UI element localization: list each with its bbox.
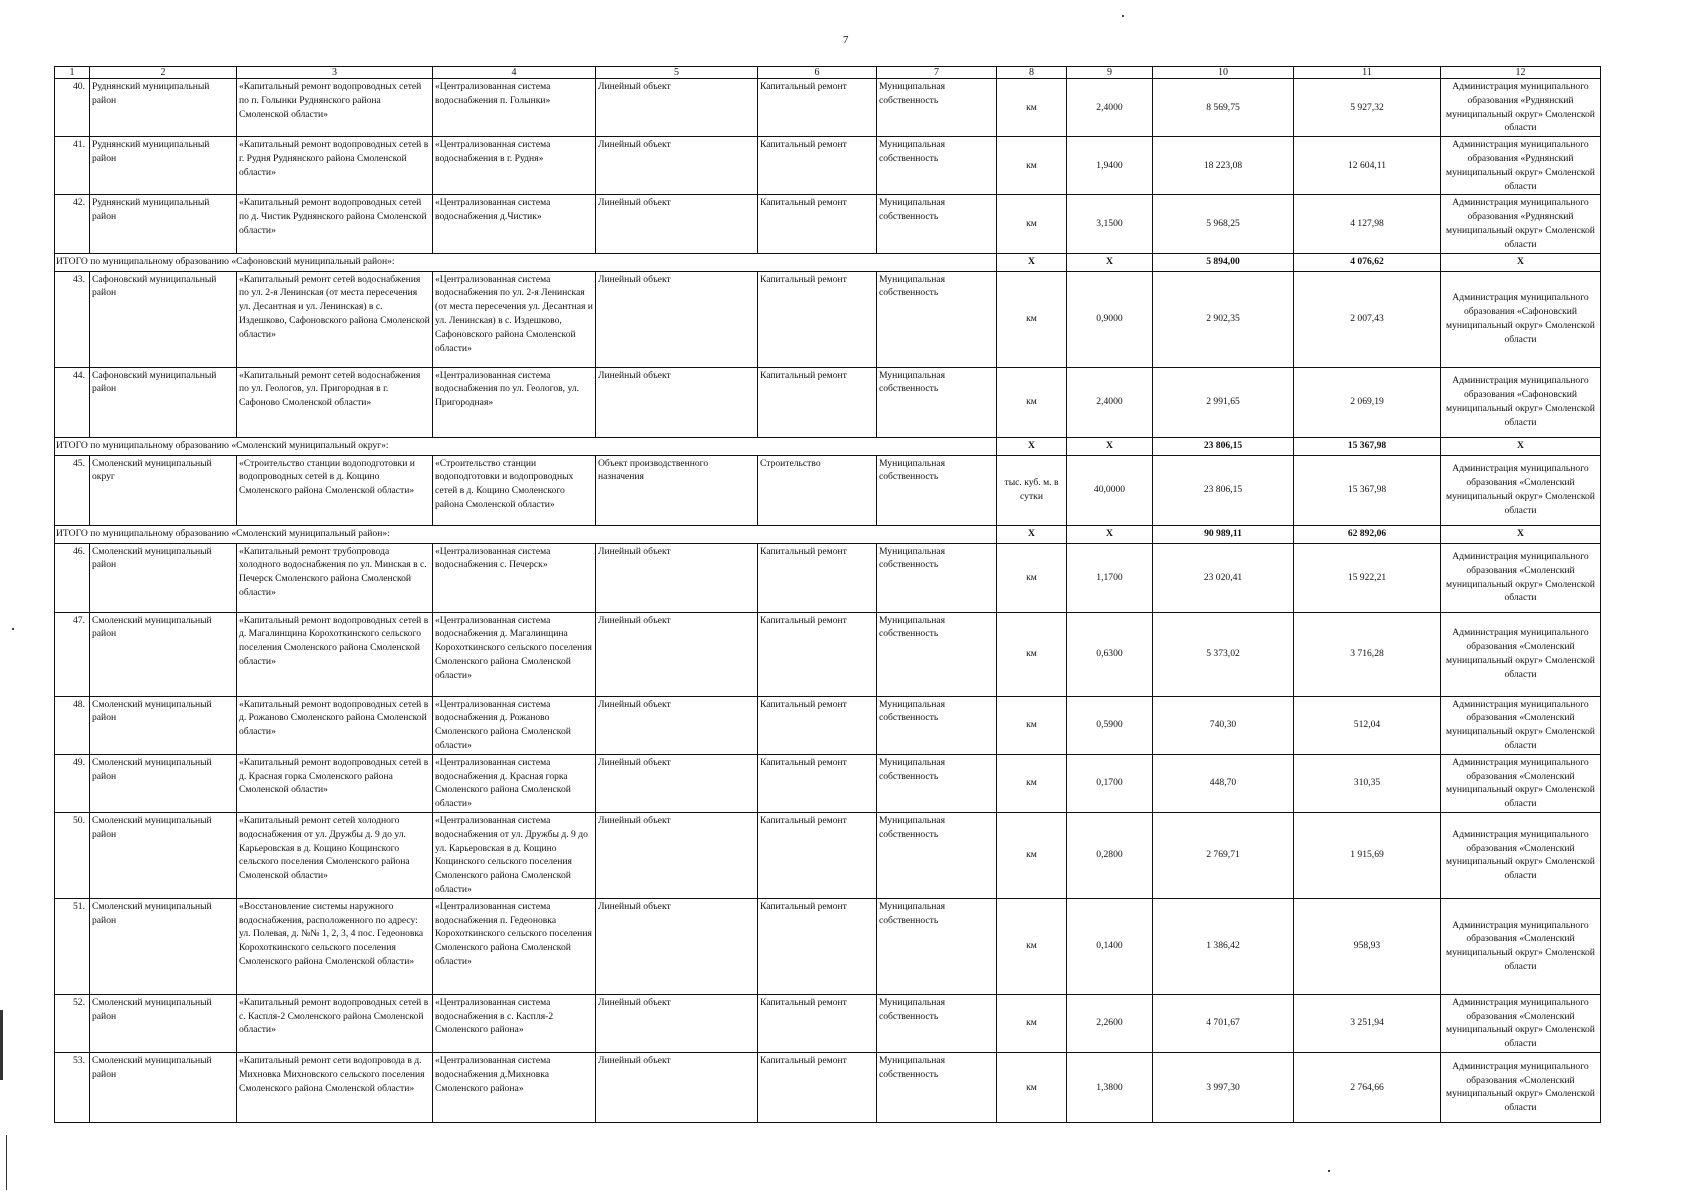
district-cell: Руднянский муниципальный район [90, 137, 237, 195]
row-number: 51. [55, 898, 90, 994]
row-number: 50. [55, 812, 90, 898]
row-number: 43. [55, 271, 90, 367]
column-number: 9 [1067, 67, 1153, 79]
cost-total-cell: 740,30 [1153, 696, 1294, 754]
row-number: 41. [55, 137, 90, 195]
work-type-cell: Капитальный ремонт [758, 543, 877, 612]
cost-total-cell: 2 902,35 [1153, 271, 1294, 367]
district-cell: Сафоновский муниципальный район [90, 271, 237, 367]
cost-total-cell: 4 701,67 [1153, 994, 1294, 1052]
ownership-cell: Муниципальная собственность [877, 812, 997, 898]
work-type-cell: Капитальный ремонт [758, 367, 877, 437]
table-body [55, 67, 1601, 1123]
quantity-cell: 0,1700 [1067, 754, 1153, 812]
scan-speck [1122, 15, 1124, 17]
column-number: 11 [1294, 67, 1441, 79]
system-name-cell: «Централизованная система водоснабжения в с. Каспля-2 Смоленского района» [433, 994, 596, 1052]
work-name-cell: «Капитальный ремонт водопроводных сетей в д. Магалинщина Корохоткинского сельского поселения Смоленского района Смоленской области» [237, 612, 433, 696]
object-type-cell: Линейный объект [596, 696, 758, 754]
column-number: 12 [1441, 67, 1601, 79]
ownership-cell: Муниципальная собственность [877, 195, 997, 253]
customer-cell: Администрация муниципального образования «Смоленский муниципальный округ» Смоленской области [1441, 898, 1601, 994]
cost-part-cell: 1 915,69 [1294, 812, 1441, 898]
quantity-cell: 40,0000 [1067, 455, 1153, 525]
quantity-cell: 2,4000 [1067, 367, 1153, 437]
total-x: X [1441, 525, 1601, 543]
cost-part-cell: 15 922,21 [1294, 543, 1441, 612]
customer-cell: Администрация муниципального образования «Смоленский муниципальный округ» Смоленской области [1441, 543, 1601, 612]
system-name-cell: «Централизованная система водоснабжения с. Печерск» [433, 543, 596, 612]
cost-part-cell: 2 069,19 [1294, 367, 1441, 437]
scan-edge-mark [0, 1010, 3, 1080]
district-cell: Смоленский муниципальный район [90, 1052, 237, 1122]
table-row [55, 1052, 1601, 1122]
object-type-cell: Линейный объект [596, 195, 758, 253]
object-type-cell: Линейный объект [596, 898, 758, 994]
total-cost: 5 894,00 [1153, 253, 1294, 271]
row-number: 42. [55, 195, 90, 253]
unit-cell: км [997, 195, 1067, 253]
customer-cell: Администрация муниципального образования «Смоленский муниципальный округ» Смоленской области [1441, 994, 1601, 1052]
work-name-cell: «Капитальный ремонт сетей холодного водоснабжения от ул. Дружбы д. 9 до ул. Карьеровская в д. Кощино Кощинского сельского поселения Смоленского района Смоленской области» [237, 812, 433, 898]
system-name-cell: «Централизованная система водоснабжения д.Чистик» [433, 195, 596, 253]
district-cell: Смоленский муниципальный район [90, 696, 237, 754]
work-type-cell: Капитальный ремонт [758, 79, 877, 137]
cost-total-cell: 3 997,30 [1153, 1052, 1294, 1122]
column-number-row [55, 67, 1601, 79]
table-row [55, 79, 1601, 137]
row-number: 44. [55, 367, 90, 437]
ownership-cell: Муниципальная собственность [877, 137, 997, 195]
scan-edge-mark [6, 1135, 7, 1190]
unit-cell: км [997, 367, 1067, 437]
cost-part-cell: 3 716,28 [1294, 612, 1441, 696]
quantity-cell: 1,1700 [1067, 543, 1153, 612]
unit-cell: км [997, 754, 1067, 812]
row-number: 48. [55, 696, 90, 754]
cost-total-cell: 8 569,75 [1153, 79, 1294, 137]
unit-cell: км [997, 696, 1067, 754]
work-type-cell: Капитальный ремонт [758, 137, 877, 195]
district-cell: Смоленский муниципальный район [90, 898, 237, 994]
cost-part-cell: 2 764,66 [1294, 1052, 1441, 1122]
district-cell: Смоленский муниципальный округ [90, 455, 237, 525]
page-number: 7 [843, 34, 849, 46]
table-row [55, 612, 1601, 696]
ownership-cell: Муниципальная собственность [877, 1052, 997, 1122]
column-number: 1 [55, 67, 90, 79]
column-number: 5 [596, 67, 758, 79]
total-x: X [997, 253, 1067, 271]
cost-part-cell: 310,35 [1294, 754, 1441, 812]
work-type-cell: Капитальный ремонт [758, 271, 877, 367]
total-row [55, 437, 1601, 455]
work-name-cell: «Капитальный ремонт сетей водоснабжения по ул. Геологов, ул. Пригородная в г. Сафоново Смоленской области» [237, 367, 433, 437]
unit-cell: км [997, 543, 1067, 612]
district-cell: Сафоновский муниципальный район [90, 367, 237, 437]
total-row [55, 253, 1601, 271]
ownership-cell: Муниципальная собственность [877, 612, 997, 696]
system-name-cell: «Централизованная система водоснабжения по ул. 2-я Ленинская (от места пересечения ул. Десантная и ул. Ленинская) в с. Издешково, Сафоновского района Смоленской области» [433, 271, 596, 367]
quantity-cell: 3,1500 [1067, 195, 1153, 253]
cost-part-cell: 2 007,43 [1294, 271, 1441, 367]
system-name-cell: «Централизованная система водоснабжения от ул. Дружбы д. 9 до ул. Карьеровская в д. Кощино Кощинского сельского поселения Смоленского района Смоленской области» [433, 812, 596, 898]
customer-cell: Администрация муниципального образования «Смоленский муниципальный округ» Смоленской области [1441, 1052, 1601, 1122]
work-type-cell: Капитальный ремонт [758, 994, 877, 1052]
object-type-cell: Линейный объект [596, 1052, 758, 1122]
district-cell: Смоленский муниципальный район [90, 612, 237, 696]
row-number: 52. [55, 994, 90, 1052]
work-name-cell: «Капитальный ремонт трубопровода холодного водоснабжения по ул. Минская в с. Печерск Смоленского района Смоленской области» [237, 543, 433, 612]
cost-part-cell: 15 367,98 [1294, 455, 1441, 525]
total-x: X [1067, 437, 1153, 455]
ownership-cell: Муниципальная собственность [877, 271, 997, 367]
table-row [55, 271, 1601, 367]
unit-cell: км [997, 1052, 1067, 1122]
system-name-cell: «Централизованная система водоснабжения д. Магалинщина Корохоткинского сельского поселения Смоленского района Смоленской области» [433, 612, 596, 696]
column-number: 10 [1153, 67, 1294, 79]
ownership-cell: Муниципальная собственность [877, 754, 997, 812]
customer-cell: Администрация муниципального образования «Смоленский муниципальный округ» Смоленской области [1441, 455, 1601, 525]
customer-cell: Администрация муниципального образования «Смоленский муниципальный округ» Смоленской области [1441, 754, 1601, 812]
customer-cell: Администрация муниципального образования «Смоленский муниципальный округ» Смоленской области [1441, 812, 1601, 898]
unit-cell: км [997, 812, 1067, 898]
total-label: ИТОГО по муниципальному образованию «Смоленский муниципальный округ»: [55, 437, 997, 455]
column-number: 6 [758, 67, 877, 79]
data-table [54, 66, 1601, 1123]
unit-cell: тыс. куб. м. в сутки [997, 455, 1067, 525]
total-x: X [1441, 437, 1601, 455]
quantity-cell: 2,4000 [1067, 79, 1153, 137]
system-name-cell: «Строительство станции водоподготовки и водопроводных сетей в д. Кощино Смоленского района Смоленской области» [433, 455, 596, 525]
system-name-cell: «Централизованная система водоснабжения д. Рожаново Смоленского района Смоленской области» [433, 696, 596, 754]
district-cell: Руднянский муниципальный район [90, 195, 237, 253]
table-row [55, 898, 1601, 994]
cost-total-cell: 2 769,71 [1153, 812, 1294, 898]
table-row [55, 543, 1601, 612]
table-row [55, 367, 1601, 437]
table-row [55, 455, 1601, 525]
table-row [55, 754, 1601, 812]
table-row [55, 696, 1601, 754]
system-name-cell: «Централизованная система водоснабжения д.Михновка Смоленского района» [433, 1052, 596, 1122]
column-number: 8 [997, 67, 1067, 79]
system-name-cell: «Централизованная система водоснабжения п. Голынки» [433, 79, 596, 137]
object-type-cell: Линейный объект [596, 137, 758, 195]
work-name-cell: «Строительство станции водоподготовки и водопроводных сетей в д. Кощино Смоленского района Смоленской области» [237, 455, 433, 525]
row-number: 46. [55, 543, 90, 612]
total-x: X [997, 525, 1067, 543]
work-type-cell: Капитальный ремонт [758, 1052, 877, 1122]
work-name-cell: «Капитальный ремонт водопроводных сетей в г. Рудня Руднянского района Смоленской области» [237, 137, 433, 195]
cost-part-cell: 3 251,94 [1294, 994, 1441, 1052]
column-number: 2 [90, 67, 237, 79]
work-type-cell: Капитальный ремонт [758, 696, 877, 754]
work-name-cell: «Капитальный ремонт водопроводных сетей в д. Рожаново Смоленского района Смоленской области» [237, 696, 433, 754]
row-number: 45. [55, 455, 90, 525]
row-number: 53. [55, 1052, 90, 1122]
total-cost: 90 989,11 [1153, 525, 1294, 543]
table-row [55, 994, 1601, 1052]
work-type-cell: Капитальный ремонт [758, 612, 877, 696]
total-x: X [1067, 525, 1153, 543]
quantity-cell: 0,9000 [1067, 271, 1153, 367]
work-type-cell: Строительство [758, 455, 877, 525]
object-type-cell: Объект производственного назначения [596, 455, 758, 525]
system-name-cell: «Централизованная система водоснабжения в г. Рудня» [433, 137, 596, 195]
work-name-cell: «Капитальный ремонт водопроводных сетей по д. Чистик Руднянского района Смоленской области» [237, 195, 433, 253]
system-name-cell: «Централизованная система водоснабжения по ул. Геологов, ул. Пригородная» [433, 367, 596, 437]
district-cell: Смоленский муниципальный район [90, 812, 237, 898]
work-type-cell: Капитальный ремонт [758, 195, 877, 253]
total-x: X [1067, 253, 1153, 271]
work-name-cell: «Капитальный ремонт сетей водоснабжения по ул. 2-я Ленинская (от места пересечения ул. Десантная и ул. Ленинская) в с. Издешково, Сафоновского района Смоленской области» [237, 271, 433, 367]
district-cell: Смоленский муниципальный район [90, 994, 237, 1052]
table-row [55, 137, 1601, 195]
column-number: 4 [433, 67, 596, 79]
total-cost: 23 806,15 [1153, 437, 1294, 455]
cost-part-cell: 12 604,11 [1294, 137, 1441, 195]
ownership-cell: Муниципальная собственность [877, 455, 997, 525]
row-number: 40. [55, 79, 90, 137]
cost-part-cell: 512,04 [1294, 696, 1441, 754]
unit-cell: км [997, 271, 1067, 367]
quantity-cell: 1,9400 [1067, 137, 1153, 195]
district-cell: Смоленский муниципальный район [90, 543, 237, 612]
object-type-cell: Линейный объект [596, 79, 758, 137]
total-cost-part: 15 367,98 [1294, 437, 1441, 455]
cost-total-cell: 448,70 [1153, 754, 1294, 812]
cost-total-cell: 5 373,02 [1153, 612, 1294, 696]
work-name-cell: «Капитальный ремонт водопроводных сетей по п. Голынки Руднянского района Смоленской области» [237, 79, 433, 137]
work-name-cell: «Капитальный ремонт водопроводных сетей в с. Каспля-2 Смоленского района Смоленской области» [237, 994, 433, 1052]
table-row [55, 812, 1601, 898]
unit-cell: км [997, 612, 1067, 696]
district-cell: Руднянский муниципальный район [90, 79, 237, 137]
system-name-cell: «Централизованная система водоснабжения д. Красная горка Смоленского района Смоленской области» [433, 754, 596, 812]
total-label: ИТОГО по муниципальному образованию «Смоленский муниципальный район»: [55, 525, 997, 543]
quantity-cell: 2,2600 [1067, 994, 1153, 1052]
cost-total-cell: 2 991,65 [1153, 367, 1294, 437]
column-number: 3 [237, 67, 433, 79]
district-cell: Смоленский муниципальный район [90, 754, 237, 812]
work-type-cell: Капитальный ремонт [758, 812, 877, 898]
customer-cell: Администрация муниципального образования «Смоленский муниципальный округ» Смоленской области [1441, 612, 1601, 696]
row-number: 47. [55, 612, 90, 696]
scan-speck [12, 628, 14, 630]
quantity-cell: 1,3800 [1067, 1052, 1153, 1122]
customer-cell: Администрация муниципального образования «Сафоновский муниципальный округ» Смоленской области [1441, 367, 1601, 437]
unit-cell: км [997, 994, 1067, 1052]
column-number: 7 [877, 67, 997, 79]
object-type-cell: Линейный объект [596, 994, 758, 1052]
cost-part-cell: 4 127,98 [1294, 195, 1441, 253]
work-name-cell: «Капитальный ремонт водопроводных сетей в д. Красная горка Смоленского района Смоленской области» [237, 754, 433, 812]
unit-cell: км [997, 898, 1067, 994]
cost-total-cell: 1 386,42 [1153, 898, 1294, 994]
customer-cell: Администрация муниципального образования «Руднянский муниципальный округ» Смоленской области [1441, 79, 1601, 137]
total-cost-part: 4 076,62 [1294, 253, 1441, 271]
quantity-cell: 0,6300 [1067, 612, 1153, 696]
object-type-cell: Линейный объект [596, 543, 758, 612]
object-type-cell: Линейный объект [596, 271, 758, 367]
cost-total-cell: 23 806,15 [1153, 455, 1294, 525]
total-x: X [997, 437, 1067, 455]
total-cost-part: 62 892,06 [1294, 525, 1441, 543]
cost-part-cell: 958,93 [1294, 898, 1441, 994]
system-name-cell: «Централизованная система водоснабжения п. Гедеоновка Корохоткинского сельского поселения Смоленского района Смоленской области» [433, 898, 596, 994]
quantity-cell: 0,5900 [1067, 696, 1153, 754]
unit-cell: км [997, 137, 1067, 195]
customer-cell: Администрация муниципального образования «Руднянский муниципальный округ» Смоленской области [1441, 137, 1601, 195]
unit-cell: км [997, 79, 1067, 137]
row-number: 49. [55, 754, 90, 812]
cost-part-cell: 5 927,32 [1294, 79, 1441, 137]
ownership-cell: Муниципальная собственность [877, 696, 997, 754]
work-name-cell: «Восстановление системы наружного водоснабжения, расположенного по адресу: ул. Полевая, д. №№ 1, 2, 3, 4 пос. Гедеоновка Корохоткинского сельского поселения Смоленского района Смоленской области» [237, 898, 433, 994]
quantity-cell: 0,2800 [1067, 812, 1153, 898]
work-type-cell: Капитальный ремонт [758, 898, 877, 994]
total-row [55, 525, 1601, 543]
customer-cell: Администрация муниципального образования «Смоленский муниципальный округ» Смоленской области [1441, 696, 1601, 754]
ownership-cell: Муниципальная собственность [877, 543, 997, 612]
work-name-cell: «Капитальный ремонт сети водопровода в д. Михновка Михновского сельского поселения Смоленского района Смоленской области» [237, 1052, 433, 1122]
ownership-cell: Муниципальная собственность [877, 367, 997, 437]
object-type-cell: Линейный объект [596, 367, 758, 437]
work-type-cell: Капитальный ремонт [758, 754, 877, 812]
object-type-cell: Линейный объект [596, 754, 758, 812]
object-type-cell: Линейный объект [596, 612, 758, 696]
scan-speck [1328, 1170, 1330, 1172]
object-type-cell: Линейный объект [596, 812, 758, 898]
ownership-cell: Муниципальная собственность [877, 898, 997, 994]
customer-cell: Администрация муниципального образования «Руднянский муниципальный округ» Смоленской области [1441, 195, 1601, 253]
ownership-cell: Муниципальная собственность [877, 79, 997, 137]
ownership-cell: Муниципальная собственность [877, 994, 997, 1052]
table-row [55, 195, 1601, 253]
total-label: ИТОГО по муниципальному образованию «Сафоновский муниципальный район»: [55, 253, 997, 271]
cost-total-cell: 18 223,08 [1153, 137, 1294, 195]
cost-total-cell: 5 968,25 [1153, 195, 1294, 253]
customer-cell: Администрация муниципального образования «Сафоновский муниципальный округ» Смоленской области [1441, 271, 1601, 367]
quantity-cell: 0,1400 [1067, 898, 1153, 994]
cost-total-cell: 23 020,41 [1153, 543, 1294, 612]
total-x: X [1441, 253, 1601, 271]
